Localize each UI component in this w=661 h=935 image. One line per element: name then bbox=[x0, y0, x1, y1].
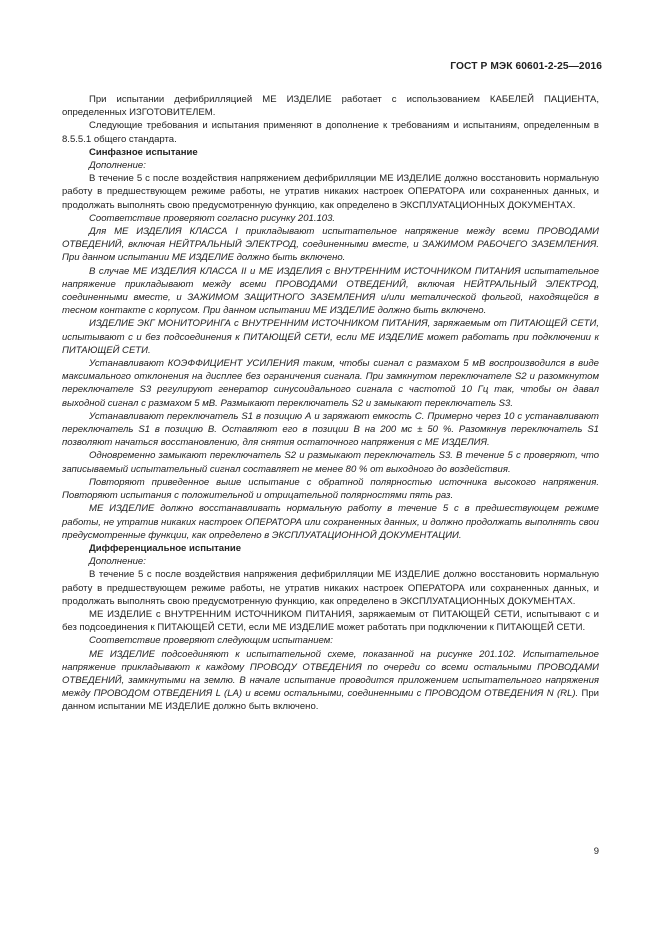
paragraph: Повторяют приведенное выше испытание с обратной полярностью источника высокого напряжения. Повторяют испытания с положительной и отрицательной полярностями пять раз. bbox=[62, 476, 599, 502]
paragraph-italic-part: МЕ ИЗДЕЛИЕ подсоединяют к испытательной схеме, показанной на рисунке 201.102. Испытательное напряжение прикладывают к каждому ПРОВОДУ ОТВЕДЕНИЯ по очереди со всеми остальными ПРОВОДАМИ ОТВЕДЕНИЙ, замкнутыми на землю. В начале испытание проводится приложением испытательного напряжения между ПРОВОДОМ ОТВЕДЕНИЯ L (LA) и всеми остальными, соединенными с ПРОВОДОМ ОТВЕДЕНИЯ N (RL). bbox=[62, 648, 599, 700]
paragraph: Соответствие проверяют следующим испытанием: bbox=[89, 635, 333, 647]
paragraph: Соответствие проверяют согласно рисунку 201.103. bbox=[89, 212, 336, 224]
paragraph: МЕ ИЗДЕЛИЕ с ВНУТРЕННИМ ИСТОЧНИКОМ ПИТАНИЯ, заряжаемым от ПИТАЮЩЕЙ СЕТИ, испытывают с и без подсоединения к ПИТАЮЩЕЙ СЕТИ, если МЕ ИЗДЕЛИЕ может работать при подключении к ПИТАЮЩЕЙ СЕТИ. bbox=[62, 608, 599, 634]
paragraph: Одновременно замыкают переключатель S2 и размыкают переключатель S3. В течение 5 с проверяют, что записываемый испытательный сигнал составляет не менее 80 % от выходного до воздействия. bbox=[62, 450, 599, 475]
document-header: ГОСТ Р МЭК 60601-2-25—2016 bbox=[450, 61, 602, 72]
paragraph: При испытании дефибрилляцией МЕ ИЗДЕЛИЕ работает с использованием КАБЕЛЕЙ ПАЦИЕНТА, определенных ИЗГОТОВИТЕЛЕМ. bbox=[62, 94, 599, 119]
paragraph: В течение 5 с после воздействия напряжения дефибрилляции МЕ ИЗДЕЛИЕ должно восстановить нормальную работу в предшествующем режиме работы, не утратив никаких настроек ОПЕРАТОРА или сохраненных данных, и продолжать выполнять свою предусмотренную функцию, как определено в ЭКСПЛУАТАЦИОННЫХ ДОКУМЕНТАХ. bbox=[62, 569, 599, 607]
section-heading: Синфазное испытание bbox=[89, 146, 198, 158]
paragraph: В течение 5 с после воздействия напряжением дефибрилляции МЕ ИЗДЕЛИЕ должно восстановить нормальную работу в предшествующем режиме работы, не утратив никаких настроек ОПЕРАТОРА или сохраненных данных, и продолжать выполнять свою предусмотренную функцию, как определено в ЭКСПЛУАТАЦИОННЫХ ДОКУМЕНТАХ. bbox=[62, 173, 599, 211]
paragraph: Устанавливают переключатель S1 в позицию А и заряжают емкость С. Примерно через 10 с устанавливают переключатель S1 в позицию В. Оставляют его в позиции В на 200 мс ± 50 %. Разомкнув переключатель S1 позволяют начаться восстановлению, для снятия остаточного напряжения с МЕ ИЗДЕЛИЯ. bbox=[62, 410, 599, 449]
page-number: 9 bbox=[593, 846, 599, 857]
paragraph-normal-part: При данном испытании МЕ ИЗДЕЛИЕ должно быть включено. bbox=[62, 688, 599, 713]
paragraph: ИЗДЕЛИЕ ЭКГ МОНИТОРИНГА с ВНУТРЕННИМ ИСТОЧНИКОМ ПИТАНИЯ, заряжаемым от ПИТАЮЩЕЙ СЕТИ, испытывают с и без подсоединения к ПИТАЮЩЕЙ СЕТИ, если МЕ ИЗДЕЛИЕ может работать при подключении к ПИТАЮЩЕЙ СЕТИ. bbox=[62, 318, 599, 356]
section-heading: Дифференциальное испытание bbox=[89, 542, 242, 554]
paragraph bbox=[62, 648, 599, 714]
paragraph: Устанавливают КОЭФФИЦИЕНТ УСИЛЕНИЯ таким, чтобы сигнал с размахом 5 мВ воспроизводился в виде максимального отклонения на дисплее без ограничения сигнала. При замкнутом переключателе S2 и разомкнутом переключателе S3 регулируют генератор синусоидального сигнала с частотой 10 Гц так, чтобы он давал выходной сигнал с размахом 5 мВ. Размыкают переключатель S2 и замыкают переключатель S3. bbox=[62, 358, 599, 409]
paragraph: Для МЕ ИЗДЕЛИЯ КЛАССА I прикладывают испытательное напряжение между всеми ПРОВОДАМИ ОТВЕДЕНИЙ, включая НЕЙТРАЛЬНЫЙ ЭЛЕКТРОД, соединенными вместе, и ЗАЖИМОМ РАБОЧЕГО ЗАЗЕМЛЕНИЯ. При данном испытании МЕ ИЗДЕЛИЕ должно быть включено. bbox=[62, 226, 599, 264]
paragraph: Дополнение: bbox=[89, 160, 146, 172]
paragraph: В случае МЕ ИЗДЕЛИЯ КЛАССА II и МЕ ИЗДЕЛИЯ с ВНУТРЕННИМ ИСТОЧНИКОМ ПИТАНИЯ испытательное напряжение прикладывают между всеми ПРОВОДАМИ ОТВЕДЕНИЙ, включая НЕЙТРАЛЬНЫЙ ЭЛЕКТРОД, соединенными вместе, и ЗАЖИМОМ ЗАЩИТНОГО ЗАЗЕМЛЕНИЯ и/или металической фольгой, находящейся в тесном контакте с корпусом. При данном испытании МЕ ИЗДЕЛИЕ должно быть включено. bbox=[62, 265, 599, 317]
paragraph: МЕ ИЗДЕЛИЕ должно восстанавливать нормальную работу в течение 5 с в предшествующем режиме работы, не утратив никаких настроек ОПЕРАТОРА или сохраненных данных, и должно продолжать выполнять свои предусмотренные функции, как определено в ЭКСПЛУАТАЦИОННОЙ ДОКУМЕНТАЦИИ. bbox=[62, 503, 599, 541]
document-body bbox=[62, 93, 599, 714]
paragraph: Следующие требования и испытания применяют в дополнение к требованиям и испытаниям, определенным в 8.5.5.1 общего стандарта. bbox=[62, 120, 599, 145]
paragraph: Дополнение: bbox=[89, 556, 146, 568]
